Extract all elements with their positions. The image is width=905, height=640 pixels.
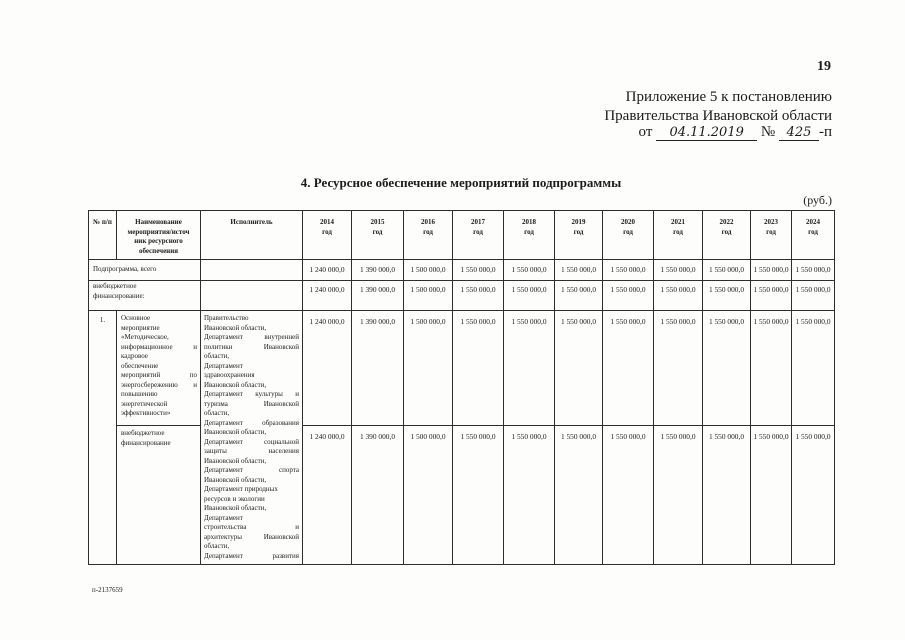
page-number: 19: [817, 59, 831, 74]
value-2024: 1 550 000,0: [792, 281, 835, 311]
value-2018: 1 550 000,0: [504, 281, 555, 311]
header-year-2020: [603, 211, 654, 260]
value-2021: 1 550 000,0: [654, 281, 703, 311]
value-2021: 1 550 000,0: [654, 260, 703, 281]
extrabudgetary-total-row: [89, 281, 835, 311]
value-2015: 1 390 000,0: [352, 311, 404, 426]
header-year-2021: [654, 211, 703, 260]
value-2017: 1 550 000,0: [453, 281, 504, 311]
value-2024: 1 550 000,0: [792, 426, 835, 565]
activity-name-line: кадровое: [121, 352, 148, 360]
label-line: внебюджетное: [121, 429, 165, 438]
header-year-2015: [352, 211, 404, 260]
activity-name-line: повышению: [121, 390, 158, 398]
executor-line: туризма Ивановской: [204, 399, 299, 408]
section-title: 4. Ресурсное обеспечение мероприятий подпрограммы: [300, 175, 622, 190]
value-2019: 1 550 000,0: [555, 311, 603, 426]
activity-name-line: «Методическое,: [121, 333, 169, 341]
value-2021: 1 550 000,0: [654, 426, 703, 565]
value-2022: 1 550 000,0: [703, 311, 751, 426]
value-2018: 1 550 000,0: [504, 311, 555, 426]
executor-line: архитектуры Ивановской: [204, 532, 299, 541]
value-2014: 1 240 000,0: [303, 281, 352, 311]
year-unit: год: [423, 227, 433, 236]
year-label: 2020: [621, 218, 635, 226]
executor-line: области,: [204, 409, 230, 417]
executor-cell-empty: [201, 260, 303, 281]
value-2019: 1 550 000,0: [555, 281, 603, 311]
value-2015: 1 390 000,0: [352, 426, 404, 565]
value-2022: 1 550 000,0: [703, 281, 751, 311]
executor-line: Департамент культуры и: [204, 390, 299, 398]
header-name: [117, 211, 201, 260]
subprogram-total-label: Подпрограмма, всего: [89, 260, 201, 281]
year-label: 2023: [764, 218, 778, 226]
year-label: 2017: [471, 218, 485, 226]
value-2019: 1 550 000,0: [555, 260, 603, 281]
header-year-2019: [555, 211, 603, 260]
value-2023: 1 550 000,0: [751, 426, 792, 565]
handwritten-date: 04.11.2019: [656, 125, 757, 141]
value-2014: 1 240 000,0: [303, 311, 352, 426]
year-unit: год: [573, 227, 584, 236]
value-2024: 1 550 000,0: [792, 260, 835, 281]
executor-line: Департамент: [204, 361, 243, 370]
value-2023: 1 550 000,0: [751, 311, 792, 426]
executor-line: Департамент развития: [204, 551, 299, 560]
executor-line: защиты населения: [204, 447, 299, 455]
activity-name: [117, 311, 201, 426]
row-number: 1.: [89, 311, 117, 565]
value-2020: 1 550 000,0: [603, 260, 654, 281]
main-activity-row: [89, 311, 835, 426]
value-2016: 1 500 000,0: [404, 281, 453, 311]
header-year-2016: [404, 211, 453, 260]
label-line: внебюджетное: [93, 282, 137, 290]
appendix-date-number: [639, 124, 832, 141]
executor-line: ресурсов и экологии: [204, 494, 265, 503]
year-label: 2014: [320, 218, 334, 226]
header-name-line: мероприятия/источ: [127, 227, 190, 236]
date-prefix: от: [638, 124, 653, 140]
value-2015: 1 390 000,0: [352, 260, 404, 281]
value-2023: 1 550 000,0: [751, 260, 792, 281]
header-year-2017: [453, 211, 504, 260]
activity-name-line: Основное: [121, 314, 151, 322]
currency-unit: (руб.): [803, 193, 832, 207]
extrabudgetary-label: [117, 426, 201, 565]
value-2022: 1 550 000,0: [703, 426, 751, 565]
header-year-2022: [703, 211, 751, 260]
year-label: 2024: [806, 218, 820, 226]
executor-line: Ивановской области,: [204, 323, 267, 332]
header-num: № п/п: [89, 211, 117, 260]
value-2018: 1 550 000,0: [504, 260, 555, 281]
activity-name-line: информационное и: [121, 342, 197, 351]
executor-line: Департамент: [204, 513, 243, 522]
value-2024: 1 550 000,0: [792, 311, 835, 426]
value-2017: 1 550 000,0: [453, 426, 504, 565]
main-activity-extrabudgetary-row: [89, 426, 835, 565]
executor-list: [201, 311, 303, 565]
header-name-line: ник ресурсного: [134, 237, 183, 245]
year-unit: год: [808, 227, 818, 236]
activity-name-line: мероприятие: [121, 323, 160, 332]
value-2018: 1 550 000,0: [504, 426, 555, 565]
document-code: п-2137659: [92, 586, 123, 594]
header-year-2023: [751, 211, 792, 260]
activity-name-line: энергетической: [121, 399, 168, 408]
value-2021: 1 550 000,0: [654, 311, 703, 426]
executor-line: Департамент природных: [204, 485, 278, 493]
year-unit: год: [473, 227, 483, 236]
header-year-2014: [303, 211, 352, 260]
executor-line: строительства и: [204, 523, 299, 531]
value-2017: 1 550 000,0: [453, 260, 504, 281]
appendix-title: Приложение 5 к постановлению: [625, 89, 832, 105]
value-2016: 1 500 000,0: [404, 260, 453, 281]
value-2014: 1 240 000,0: [303, 260, 352, 281]
number-suffix: -п: [818, 124, 832, 140]
executor-line: Ивановской области,: [204, 380, 267, 389]
extrabudgetary-total-label: [89, 281, 201, 311]
header-name-line: обеспечения: [138, 246, 179, 255]
year-unit: год: [322, 227, 332, 236]
executor-line: Ивановской области,: [204, 428, 267, 436]
year-unit: год: [766, 227, 776, 236]
number-sign: №: [760, 124, 776, 140]
value-2022: 1 550 000,0: [703, 260, 751, 281]
value-2020: 1 550 000,0: [603, 426, 654, 565]
value-2023: 1 550 000,0: [751, 281, 792, 311]
label-line: финансирование: [121, 438, 171, 447]
value-2016: 1 500 000,0: [404, 311, 453, 426]
activity-name-line: эффективности»: [121, 409, 171, 417]
value-2014: 1 240 000,0: [303, 426, 352, 565]
value-2020: 1 550 000,0: [603, 311, 654, 426]
header-row: [89, 211, 835, 260]
value-2020: 1 550 000,0: [603, 281, 654, 311]
header-year-2018: [504, 211, 555, 260]
executor-line: Департамент образования: [204, 418, 299, 427]
header-executor: Исполнитель: [201, 211, 303, 260]
year-label: 2019: [571, 218, 586, 226]
year-unit: год: [721, 227, 732, 236]
year-label: 2022: [719, 218, 734, 226]
year-label: 2015: [370, 218, 385, 226]
executor-line: Ивановской области,: [204, 456, 267, 465]
value-2015: 1 390 000,0: [352, 281, 404, 311]
value-2017: 1 550 000,0: [453, 311, 504, 426]
subprogram-total-row: [89, 260, 835, 281]
year-label: 2021: [671, 218, 685, 226]
appendix-authority: Правительства Ивановской области: [604, 108, 832, 124]
value-2016: 1 500 000,0: [404, 426, 453, 565]
header-year-2024: [792, 211, 835, 260]
executor-line: области,: [204, 352, 230, 360]
handwritten-number: 425: [779, 125, 819, 141]
year-unit: год: [372, 227, 383, 236]
activity-name-line: обеспечение: [121, 361, 159, 370]
year-unit: год: [623, 227, 633, 236]
year-unit: год: [673, 227, 683, 236]
executor-line: Департамент социальной: [204, 437, 299, 446]
executor-line: Департамент внутренней: [204, 333, 299, 341]
executor-cell-empty: [201, 281, 303, 311]
executor-line: Департамент спорта: [204, 466, 299, 474]
executor-line: Ивановской области,: [204, 504, 267, 512]
header-name-line: Наименование: [135, 218, 182, 226]
resource-table: [88, 210, 835, 565]
executor-line: области,: [204, 542, 230, 550]
activity-name-line: мероприятий по: [121, 371, 197, 379]
executor-line: политики Ивановской: [204, 342, 299, 351]
year-label: 2016: [421, 218, 435, 226]
year-unit: год: [524, 227, 534, 236]
year-label: 2018: [522, 218, 536, 226]
executor-line: Ивановской области,: [204, 475, 267, 484]
executor-line: Правительство: [204, 314, 249, 322]
label-line: финансирование:: [93, 291, 145, 300]
activity-name-line: энергосбережению и: [121, 380, 197, 389]
value-2019: 1 550 000,0: [555, 426, 603, 565]
executor-line: здравоохранения: [204, 371, 255, 379]
